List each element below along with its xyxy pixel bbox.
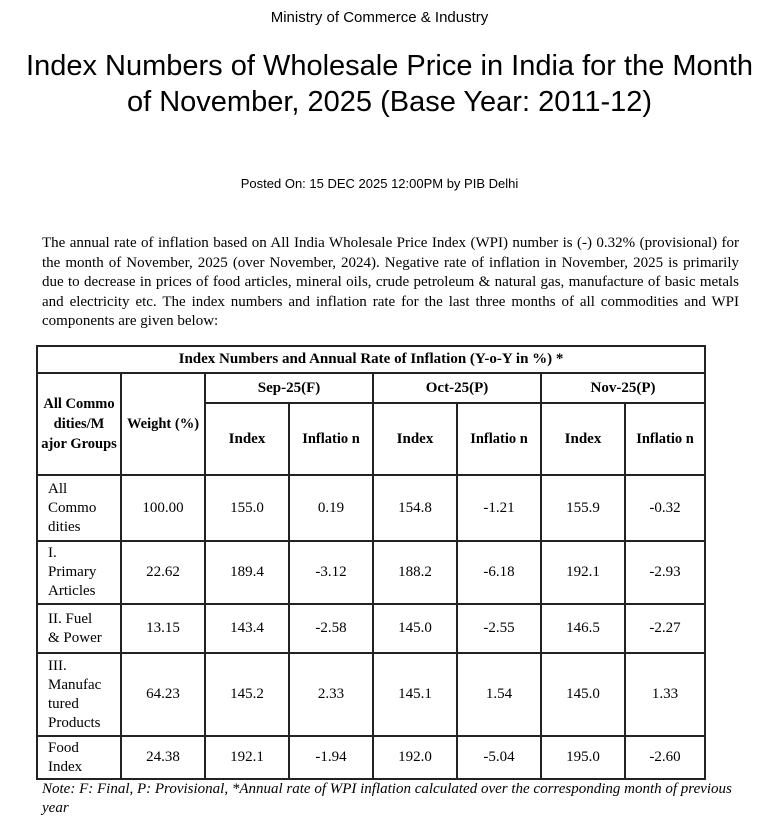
cell-value: -2.93 [625, 541, 705, 604]
table-row [37, 653, 705, 736]
index-header: Index [205, 403, 289, 475]
cell-value: 145.0 [373, 604, 457, 653]
cell-value: -2.55 [457, 604, 541, 653]
page-title: Index Numbers of Wholesale Price in India for the Month of November, 2025 (Base Year: 2011-12) [26, 50, 753, 118]
cell-name: III. Manufac tured Products [37, 653, 121, 736]
table-note: Note: F: Final, P: Provisional, *Annual rate of WPI inflation calculated over the corresponding month of previous year [42, 781, 732, 816]
cell-weight: 24.38 [121, 736, 205, 779]
cell-value: 1.33 [625, 653, 705, 736]
cell-weight: 13.15 [121, 604, 205, 653]
cell-value: 145.1 [373, 653, 457, 736]
cell-value: -5.04 [457, 736, 541, 779]
cell-value: -2.58 [289, 604, 373, 653]
cell-value: 1.54 [457, 653, 541, 736]
month-header: Nov-25(P) [541, 373, 705, 403]
table-row [37, 475, 705, 541]
table-row [37, 604, 705, 653]
cell-weight: 100.00 [121, 475, 205, 541]
cell-value: 143.4 [205, 604, 289, 653]
cell-value: 195.0 [541, 736, 625, 779]
weight-header: Weight (%) [121, 373, 205, 475]
cell-value: -3.12 [289, 541, 373, 604]
cell-weight: 22.62 [121, 541, 205, 604]
cell-value: 2.33 [289, 653, 373, 736]
cell-name: Food Index [37, 736, 121, 779]
cell-value: -2.27 [625, 604, 705, 653]
cell-value: 192.0 [373, 736, 457, 779]
cell-value: 145.0 [541, 653, 625, 736]
cell-name: I. Primary Articles [37, 541, 121, 604]
index-header: Index [541, 403, 625, 475]
ministry-name: Ministry of Commerce & Industry [270, 9, 489, 26]
month-header: Sep-25(F) [205, 373, 373, 403]
cell-name: All Commo dities [37, 475, 121, 541]
cell-value: 154.8 [373, 475, 457, 541]
inflation-header: Inflatio n [289, 403, 373, 475]
cell-value: 188.2 [373, 541, 457, 604]
wpi-table [36, 345, 706, 780]
index-header: Index [373, 403, 457, 475]
cell-value: 192.1 [541, 541, 625, 604]
cell-value: 155.0 [205, 475, 289, 541]
cell-value: -1.94 [289, 736, 373, 779]
cell-value: 189.4 [205, 541, 289, 604]
table-caption: Index Numbers and Annual Rate of Inflation (Y-o-Y in %) * [37, 346, 705, 373]
group-header: All Commo dities/M ajor Groups [37, 373, 121, 475]
cell-value: -0.32 [625, 475, 705, 541]
posted-info: Posted On: 15 DEC 2025 12:00PM by PIB Delhi [240, 176, 519, 191]
cell-value: -2.60 [625, 736, 705, 779]
cell-value: 146.5 [541, 604, 625, 653]
cell-weight: 64.23 [121, 653, 205, 736]
cell-value: 192.1 [205, 736, 289, 779]
table-row [37, 541, 705, 604]
cell-value: -1.21 [457, 475, 541, 541]
inflation-header: Inflatio n [625, 403, 705, 475]
cell-value: 145.2 [205, 653, 289, 736]
cell-value: 155.9 [541, 475, 625, 541]
cell-value: 0.19 [289, 475, 373, 541]
month-header: Oct-25(P) [373, 373, 541, 403]
cell-value: -6.18 [457, 541, 541, 604]
intro-paragraph: The annual rate of inflation based on All India Wholesale Price Index (WPI) number is (-) 0.32% (provisional) for the month of November, 2025 (over November, 2024). Negative rate of inflation in November, 2025 is primarily due to decrease in prices of food articles, mineral oils, crude petroleum & natural gas, manufacture of basic metals and electricity etc. The index numbers and inflation rate for the last three months of all commodities and WPI components are given below: [42, 235, 739, 329]
table-row [37, 736, 705, 779]
inflation-header: Inflatio n [457, 403, 541, 475]
cell-name: II. Fuel & Power [37, 604, 121, 653]
